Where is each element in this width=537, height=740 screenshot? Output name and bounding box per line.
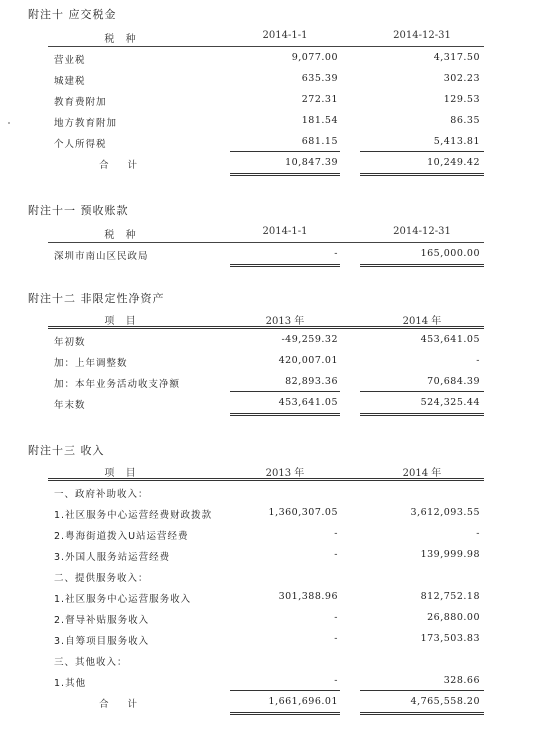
row-value-end: - bbox=[476, 355, 480, 366]
income-table bbox=[48, 460, 484, 712]
row-value-start: 635.39 bbox=[301, 73, 338, 84]
table-row bbox=[48, 350, 484, 371]
row-value-start: 301,388.96 bbox=[278, 591, 338, 602]
row-value-end: 453,641.05 bbox=[420, 334, 480, 345]
row-label: 1.社区服务中心运营经费财政拨款 bbox=[54, 510, 213, 521]
row-label: 三、其他收入： bbox=[54, 657, 128, 668]
row-value-end: 165,000.00 bbox=[420, 248, 480, 259]
table-row bbox=[48, 47, 484, 68]
row-value-end: 26,880.00 bbox=[427, 612, 480, 623]
table-row bbox=[48, 523, 484, 544]
row-value-end: 70,684.39 bbox=[427, 376, 480, 387]
header-col-end: 2014-12-31 bbox=[393, 30, 451, 41]
row-value-end: 812,752.18 bbox=[420, 591, 480, 602]
row-label: 营业税 bbox=[54, 55, 86, 66]
header-col-item: 税 种 bbox=[104, 34, 140, 45]
table-row bbox=[48, 243, 484, 264]
row-label: 地方教育附加 bbox=[54, 118, 118, 129]
row-value-end: 86.35 bbox=[450, 115, 480, 126]
total-double-rule bbox=[360, 264, 484, 267]
row-value-end: 173,503.83 bbox=[420, 633, 480, 644]
section-title-taxes-payable: 附注十 应交税金 bbox=[28, 8, 117, 21]
table-row bbox=[48, 131, 484, 152]
row-label: 3.自筹项目服务收入 bbox=[54, 636, 150, 647]
row-value-end: 524,325.44 bbox=[420, 397, 480, 408]
row-label: 2.粤海街道拨入U站运营经费 bbox=[54, 531, 189, 542]
total-value-end: 4,765,558.20 bbox=[410, 696, 480, 707]
row-label: 3.外国人服务站运营经费 bbox=[54, 552, 171, 563]
total-row bbox=[48, 152, 484, 173]
row-value-start: 272.31 bbox=[301, 94, 338, 105]
row-label: 深圳市南山区民政局 bbox=[54, 251, 149, 262]
header-col-item: 项 目 bbox=[104, 316, 140, 327]
row-value-end: 5,413.81 bbox=[433, 136, 480, 147]
table-row bbox=[48, 329, 484, 350]
advance-receipts-table bbox=[48, 222, 484, 264]
table-header bbox=[48, 222, 484, 243]
table-header bbox=[48, 460, 484, 481]
row-label: 1.社区服务中心运营服务收入 bbox=[54, 594, 192, 605]
header-col-end: 2014 年 bbox=[402, 468, 442, 479]
row-value-start: 181.54 bbox=[301, 115, 338, 126]
header-col-end: 2014-12-31 bbox=[393, 226, 451, 237]
header-col-item: 项 目 bbox=[104, 468, 140, 479]
row-value-start: -49,259.32 bbox=[281, 334, 338, 345]
row-value-end: 302.23 bbox=[443, 73, 480, 84]
row-value-start: 420,007.01 bbox=[278, 355, 338, 366]
total-label: 合 计 bbox=[98, 699, 146, 710]
row-label: 年初数 bbox=[54, 337, 86, 348]
row-label: 个人所得税 bbox=[54, 139, 107, 150]
row-value-end: 3,612,093.55 bbox=[410, 507, 480, 518]
table-row bbox=[48, 565, 484, 586]
table-row bbox=[48, 502, 484, 523]
row-label: 2.督导补贴服务收入 bbox=[54, 615, 150, 626]
row-value-start: - bbox=[334, 612, 338, 623]
row-label: 二、提供服务收入： bbox=[54, 573, 149, 584]
row-value-start: 9,077.00 bbox=[291, 52, 338, 63]
total-double-rule bbox=[360, 712, 484, 715]
taxes-payable-table bbox=[48, 26, 484, 173]
total-double-rule bbox=[230, 712, 340, 715]
row-value-start: 681.15 bbox=[301, 136, 338, 147]
section-title-income: 附注十三 收入 bbox=[28, 444, 105, 457]
total-double-rule bbox=[230, 173, 340, 176]
header-col-start: 2013 年 bbox=[265, 468, 305, 479]
row-label: 城建税 bbox=[54, 76, 86, 87]
row-label: 加：上年调整数 bbox=[54, 358, 128, 369]
scan-speck bbox=[8, 122, 10, 124]
row-value-end: 129.53 bbox=[443, 94, 480, 105]
table-row bbox=[48, 607, 484, 628]
row-value-start: 453,641.05 bbox=[278, 397, 338, 408]
table-row bbox=[48, 89, 484, 110]
row-value-start: - bbox=[334, 528, 338, 539]
table-row bbox=[48, 649, 484, 670]
section-title-advance-receipts: 附注十一 预收账款 bbox=[28, 204, 129, 217]
row-label: 加：本年业务活动收支净额 bbox=[54, 379, 181, 390]
total-double-rule bbox=[230, 413, 340, 416]
table-row bbox=[48, 586, 484, 607]
row-value-end: 139,999.98 bbox=[420, 549, 480, 560]
header-col-start: 2014-1-1 bbox=[262, 30, 308, 41]
header-col-start: 2013 年 bbox=[265, 316, 305, 327]
row-value-end: 328.66 bbox=[443, 675, 480, 686]
header-col-end: 2014 年 bbox=[402, 316, 442, 327]
total-value-start: 1,661,696.01 bbox=[268, 696, 338, 707]
total-value-start: 10,847.39 bbox=[285, 157, 338, 168]
table-header bbox=[48, 308, 484, 329]
header-col-item: 税 种 bbox=[104, 230, 140, 241]
total-value-end: 10,249.42 bbox=[427, 157, 480, 168]
row-label: 教育费附加 bbox=[54, 97, 107, 108]
table-row bbox=[48, 392, 484, 413]
row-value-end: - bbox=[476, 528, 480, 539]
table-row bbox=[48, 371, 484, 392]
header-col-start: 2014-1-1 bbox=[262, 226, 308, 237]
row-value-start: 82,893.36 bbox=[285, 376, 338, 387]
total-double-rule bbox=[360, 173, 484, 176]
table-row bbox=[48, 628, 484, 649]
row-value-start: - bbox=[334, 248, 338, 259]
table-row bbox=[48, 481, 484, 502]
section-title-unrestricted-net-assets: 附注十二 非限定性净资产 bbox=[28, 292, 165, 305]
table-row bbox=[48, 670, 484, 691]
total-row bbox=[48, 691, 484, 712]
row-value-start: 1,360,307.05 bbox=[268, 507, 338, 518]
row-label: 一、政府补助收入： bbox=[54, 489, 149, 500]
row-label: 1.其他 bbox=[54, 678, 87, 689]
row-label: 年末数 bbox=[54, 400, 86, 411]
row-value-start: - bbox=[334, 549, 338, 560]
table-header bbox=[48, 26, 484, 47]
total-double-rule bbox=[230, 264, 340, 267]
table-row bbox=[48, 110, 484, 131]
table-row bbox=[48, 544, 484, 565]
row-value-end: 4,317.50 bbox=[433, 52, 480, 63]
net-assets-table bbox=[48, 308, 484, 413]
total-label: 合 计 bbox=[98, 160, 146, 171]
row-value-start: - bbox=[334, 633, 338, 644]
row-value-start: - bbox=[334, 675, 338, 686]
table-row bbox=[48, 68, 484, 89]
total-double-rule bbox=[360, 413, 484, 416]
